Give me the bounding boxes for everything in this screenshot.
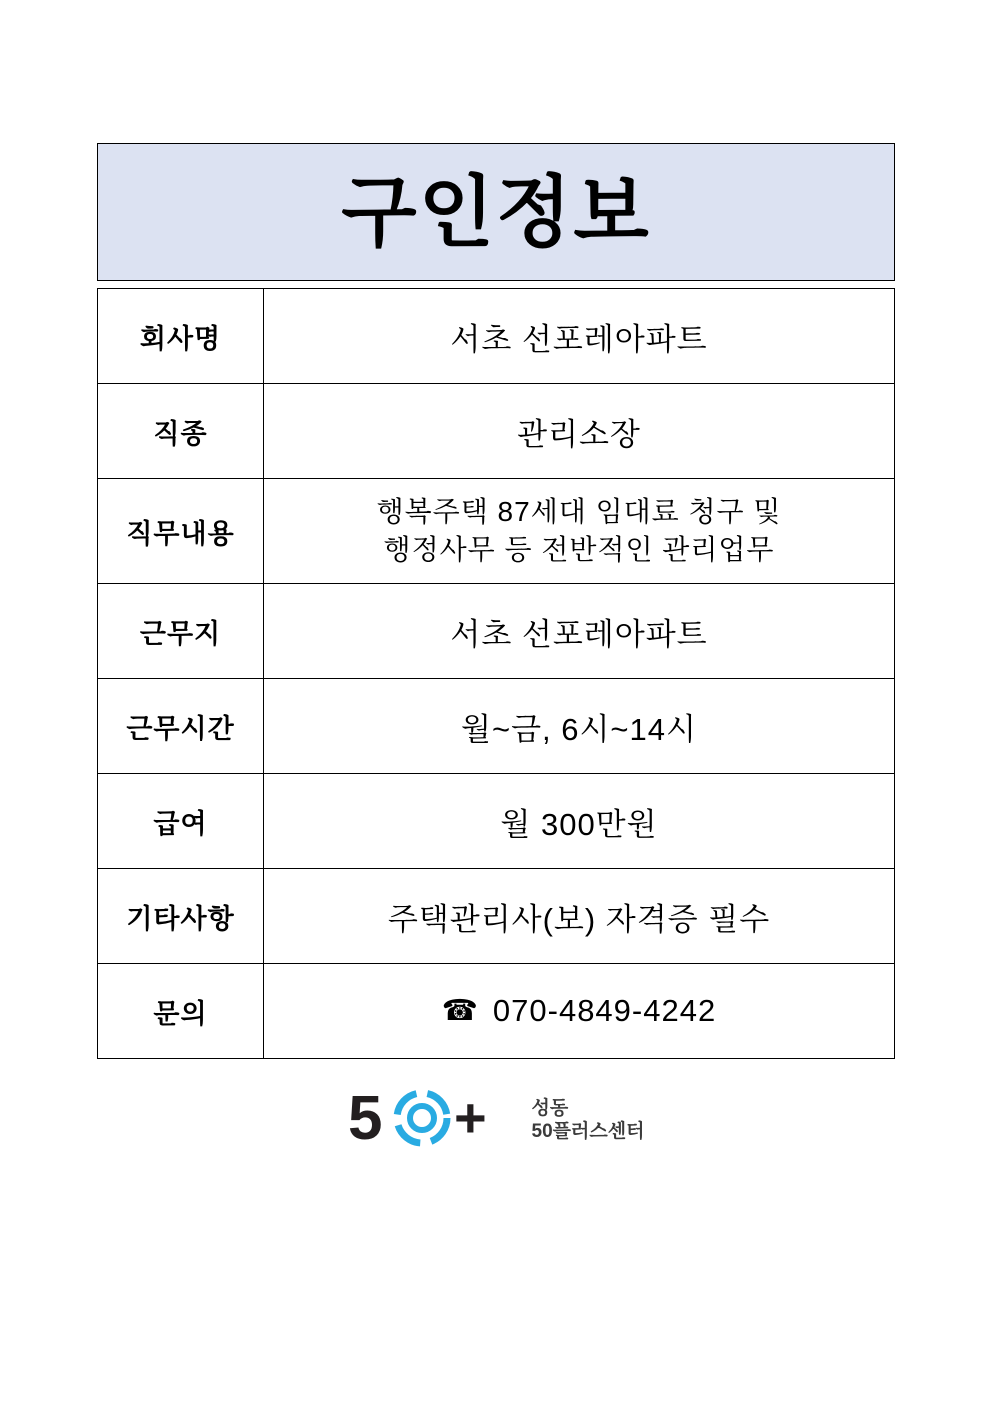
- page-title: 구인정보: [341, 168, 651, 256]
- row-value-duties-line1: 행복주택 87세대 임대료 청구 및: [376, 496, 782, 528]
- logo-text-line2: 50플러스센터: [531, 1121, 645, 1142]
- row-value-company: 서초 선포레아파트: [264, 289, 895, 384]
- job-posting-sheet: [97, 143, 895, 1059]
- row-value-salary: 월 300만원: [264, 774, 895, 869]
- row-value-contact: [264, 964, 895, 1059]
- table-row: [98, 679, 895, 774]
- row-label-other: 기타사항: [98, 869, 264, 964]
- row-value-duties: [264, 479, 895, 584]
- organization-logo: [0, 1085, 992, 1151]
- row-label-work-hours: 근무시간: [98, 679, 264, 774]
- row-value-other: 주택관리사(보) 자격증 필수: [264, 869, 895, 964]
- table-row: [98, 584, 895, 679]
- table-row: [98, 964, 895, 1059]
- telephone-icon: ☎: [441, 994, 479, 1027]
- logo-text: [532, 1093, 645, 1143]
- svg-text:+: +: [453, 1086, 487, 1149]
- row-label-job-type: 직종: [98, 384, 264, 479]
- row-label-duties: 직무내용: [98, 479, 264, 584]
- row-label-company: 회사명: [98, 289, 264, 384]
- contact-phone-number: 070-4849-4242: [492, 993, 717, 1028]
- svg-text:5: 5: [347, 1085, 383, 1151]
- row-value-job-type: 관리소장: [264, 384, 895, 479]
- job-info-table: [97, 288, 895, 1059]
- row-label-workplace: 근무지: [98, 584, 264, 679]
- page-title-box: [97, 143, 895, 281]
- table-row: [98, 289, 895, 384]
- table-row: [98, 384, 895, 479]
- logo-mark-icon: [348, 1085, 518, 1151]
- table-row: [98, 774, 895, 869]
- row-value-workplace: 서초 선포레아파트: [264, 584, 895, 679]
- table-row: [98, 479, 895, 584]
- row-value-work-hours: 월~금, 6시~14시: [264, 679, 895, 774]
- row-label-contact: 문의: [98, 964, 264, 1059]
- table-row: [98, 869, 895, 964]
- logo-text-line1: 성동: [531, 1097, 569, 1119]
- row-label-salary: 급여: [98, 774, 264, 869]
- row-value-duties-line2: 행정사무 등 전반적인 관리업무: [383, 534, 775, 565]
